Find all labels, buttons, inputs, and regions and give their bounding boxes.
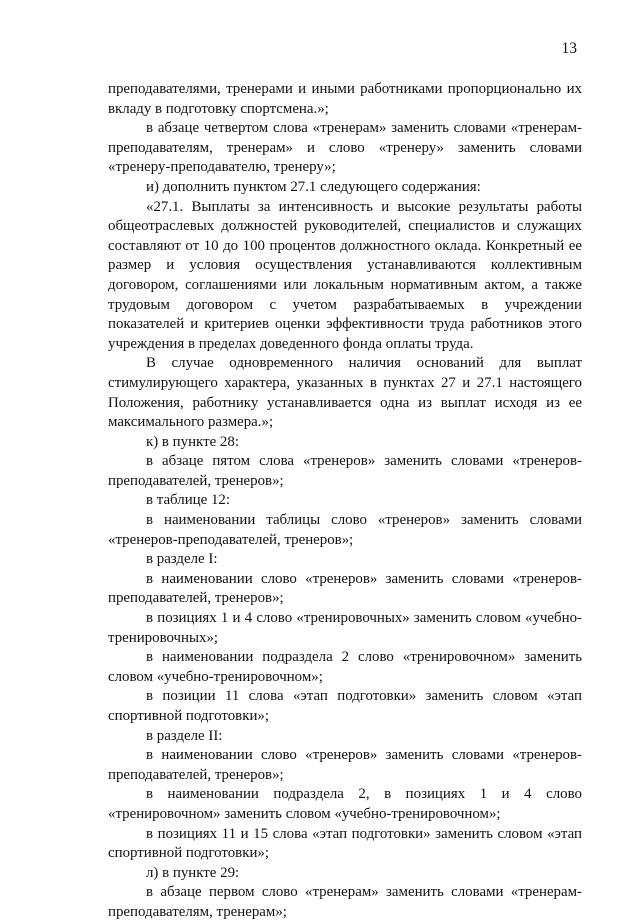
paragraph: в позициях 1 и 4 слово «тренировочных» заменить словом «учебно-тренировочных»; <box>108 610 582 646</box>
paragraph: в позиции 11 слова «этап подготовки» заменить словом «этап спортивной подготовки»; <box>108 688 582 724</box>
paragraph: к) в пункте 28: <box>146 433 239 450</box>
paragraph: в наименовании подраздела 2 слово «тренировочном» заменить словом «учебно-тренировочном»; <box>108 649 582 685</box>
paragraph: л) в пункте 29: <box>146 864 240 881</box>
paragraph: в разделе II: <box>146 727 223 744</box>
paragraph: в абзаце четвертом слова «тренерам» заменить словами «тренерам-преподавателям, тренерам» и слово «тренеру» заменить словами «тренеру-преподавателю, тренеру»; <box>108 120 582 176</box>
paragraph: и) дополнить пунктом 27.1 следующего содержания: <box>146 178 481 195</box>
paragraph: в наименовании слово «тренеров» заменить словами «тренеров-преподавателей, тренеров»; <box>108 570 582 607</box>
paragraph: преподавателями, тренерами и иными работниками пропорционально их вкладу в подготовку спортсмена.»; <box>108 81 582 117</box>
document-body <box>108 80 582 923</box>
paragraph: в абзаце первом слово «тренерам» заменить словами «тренерам-преподавателям, тренерам»; <box>108 884 582 920</box>
paragraph: в наименовании таблицы слово «тренеров» заменить словами «тренеров-преподавателей, тренеров»; <box>108 512 582 548</box>
paragraph: в наименовании слово «тренеров» заменить словами «тренеров-преподавателей, тренеров»; <box>108 747 582 783</box>
page-number: 13 <box>561 40 577 57</box>
paragraph: «27.1. Выплаты за интенсивность и высокие результаты работы общеотраслевых должностей руководителей, специалистов и служащих составляют от 10 до 100 процентов должностного оклада. Конкретный ее размер и условия осуществления устанавливаются коллективным договором, соглашениями или локальным нормативным актом, а также трудовым договором с учетом разрабатываемых в учреждении показателей и критериев оценки эффективности труда работников этого учреждения в пределах доведенного фонда оплаты труда. <box>108 198 582 352</box>
paragraph: в наименовании подраздела 2, в позициях 1 и 4 слово «тренировочном» заменить словом «учебно-тренировочном»; <box>108 786 582 822</box>
paragraph: в таблице 12: <box>146 492 230 509</box>
paragraph: в разделе I: <box>146 551 218 568</box>
paragraph: в позициях 11 и 15 слова «этап подготовки» заменить словом «этап спортивной подготовки»; <box>108 825 582 862</box>
paragraph: В случае одновременного наличия оснований для выплат стимулирующего характера, указанных в пунктах 27 и 27.1 настоящего Положения, работнику устанавливается одна из выплат исходя из ее максимального размера.»; <box>108 355 582 431</box>
paragraph: в абзаце пятом слова «тренеров» заменить словами «тренеров-преподавателей, тренеров»; <box>108 453 582 489</box>
